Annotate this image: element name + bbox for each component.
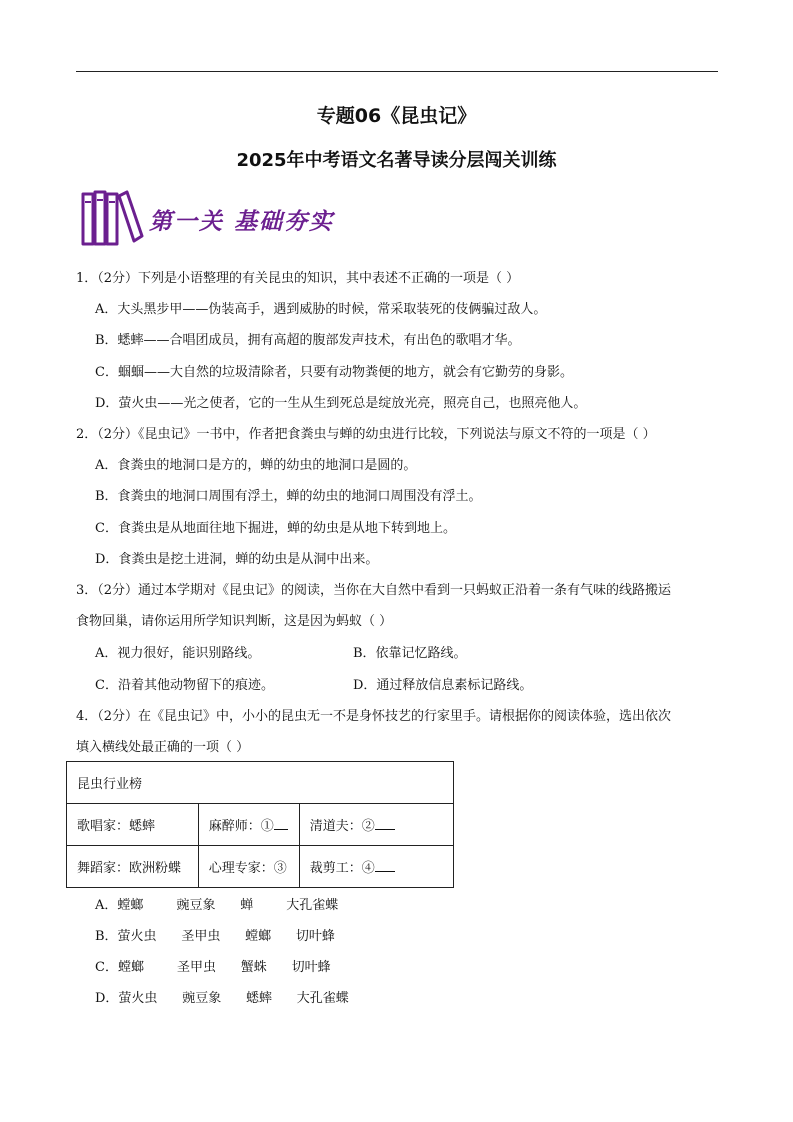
- header-rule: [76, 71, 718, 72]
- question-3-option-a: A．视力很好，能识别路线。: [95, 646, 261, 661]
- table-cell: 清道夫：②: [299, 804, 453, 846]
- question-3-stem-line1: 3．（2分）通过本学期对《昆虫记》的阅读，当你在大自然中看到一只蚂蚁正沿着一条有气味的线路搬运: [76, 583, 672, 598]
- question-3-stem-line2: 食物回巢，请你运用所学知识判断，这是因为蚂蚁（ ）: [76, 614, 393, 629]
- answer-blank: [375, 859, 395, 872]
- question-3-option-c: C．沿着其他动物留下的痕迹。: [95, 678, 274, 693]
- question-1-option-b: B．蟋蟀——合唱团成员，拥有高超的腹部发声技术，有出色的歌唱才华。: [95, 333, 521, 348]
- question-2-option-a: A．食粪虫的地洞口是方的，蝉的幼虫的地洞口是圆的。: [95, 458, 417, 473]
- table-row: [67, 762, 454, 804]
- answer-blank: [375, 817, 395, 830]
- table-cell: 麻醉师：①: [198, 804, 299, 846]
- question-4-option-c: C．螳螂 圣甲虫 蟹蛛 切叶蜂: [95, 960, 331, 975]
- question-2-stem: 2．（2分）《昆虫记》一书中，作者把食粪虫与蝉的幼虫进行比较，下列说法与原文不符的一项是（ ）: [76, 427, 656, 442]
- question-4-stem-line2: 填入横线处最正确的一项（ ）: [76, 740, 250, 755]
- question-1-option-d: D．萤火虫——光之使者，它的一生从生到死总是绽放光亮，照亮自己，也照亮他人。: [95, 396, 587, 411]
- table-row: [67, 804, 454, 846]
- books-icon: [80, 186, 146, 248]
- insect-ranking-table: [66, 761, 454, 888]
- page-title: 专题06《昆虫记》: [316, 105, 477, 127]
- question-3-option-b: B．依靠记忆路线。: [353, 646, 467, 661]
- question-4-option-d: D．萤火虫 豌豆象 蟋蟀 大孔雀蝶: [95, 991, 349, 1006]
- banner-title: 第一关 基础夯实: [149, 208, 335, 235]
- table-cell: 歌唱家：蟋蟀: [67, 804, 199, 846]
- question-2-option-b: B．食粪虫的地洞口周围有浮土，蝉的幼虫的地洞口周围没有浮土。: [95, 489, 482, 504]
- table-cell: 舞蹈家：欧洲粉蝶: [67, 846, 199, 888]
- question-3-option-d: D．通过释放信息素标记路线。: [353, 678, 533, 693]
- table-cell: 心理专家：③: [198, 846, 299, 888]
- table-row: [67, 846, 454, 888]
- table-cell: 裁剪工：④: [299, 846, 453, 888]
- question-4-option-a: A．螳螂 豌豆象 蝉 大孔雀蝶: [95, 898, 339, 913]
- question-1-stem: 1．（2分）下列是小语整理的有关昆虫的知识，其中表述不正确的一项是（ ）: [76, 271, 520, 286]
- question-4-option-b: B．萤火虫 圣甲虫 螳螂 切叶蜂: [95, 929, 335, 944]
- page-subtitle: 2025年中考语文名著导读分层闯关训练: [236, 150, 557, 171]
- section-banner: [80, 186, 360, 248]
- question-4-stem-line1: 4．（2分）在《昆虫记》中，小小的昆虫无一不是身怀技艺的行家里手。请根据你的阅读体验，选出依次: [76, 709, 672, 724]
- question-1-option-c: C．蝈蝈——大自然的垃圾清除者，只要有动物粪便的地方，就会有它勤劳的身影。: [95, 365, 573, 380]
- table-header-cell: 昆虫行业榜: [67, 762, 454, 804]
- answer-blank: [274, 817, 288, 830]
- question-2-option-c: C．食粪虫是从地面往地下掘进，蝉的幼虫是从地下转到地上。: [95, 521, 456, 536]
- question-1-option-a: A．大头黑步甲——伪装高手，遇到威胁的时候，常采取装死的伎俩骗过敌人。: [95, 302, 547, 317]
- question-2-option-d: D．食粪虫是挖土进洞，蝉的幼虫是从洞中出来。: [95, 552, 379, 567]
